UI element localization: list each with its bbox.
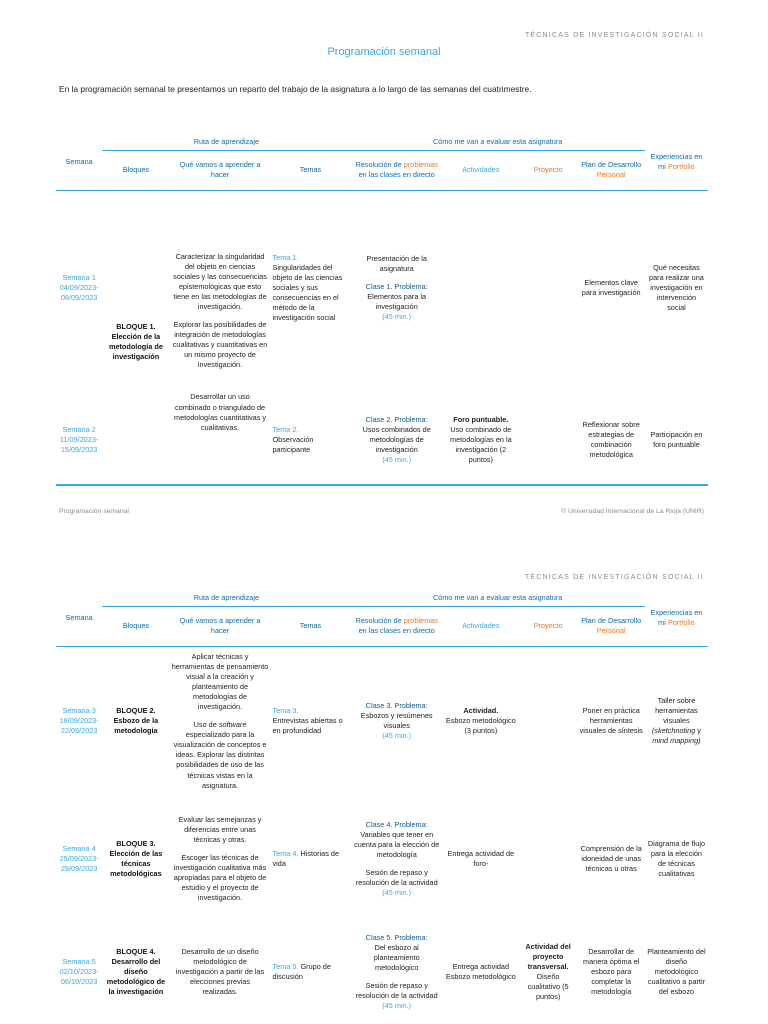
week-cell: Semana 5 02/10/2023-06/10/2023 [59,956,99,987]
aprender-cell: Desarrollo de un diseño metodológico de investigación a partir de las elecciones previas realizadas. [175,946,265,997]
header-resolucion: Resolución de problemas en las clases en directo [350,606,443,646]
table-row [56,796,708,922]
portfolio-cell: Participación en foro puntuable [650,429,703,449]
header-temas: Temas [271,606,351,646]
header-que-vamos: Qué vamos a aprender a hacer [170,606,271,646]
header-bloques: Bloques [102,150,169,190]
plan-cell: Elementos clave para investigación [581,278,641,298]
header-actividades: Actividades [443,150,519,190]
week-cell: Semana 4 25/09/2023-29/09/2023 [59,843,99,874]
header-proyecto: Proyecto [519,150,578,190]
portfolio-cell: Diagrama de flujo para la elección de técnicas cualitativas [647,838,706,879]
table-row [56,190,708,386]
footer-divider [56,484,708,486]
actividades-cell: Entrega actividad Esbozo metodológico [445,961,516,981]
proyecto-cell: Actividad del proyecto transversal. Diseño cualitativo (5 puntos) [525,941,571,1002]
header-plan: Plan de Desarrollo Personal [578,606,645,646]
running-head: TÉCNICAS DE INVESTIGACIÓN SOCIAL II [524,32,704,39]
proyecto-cell [519,190,578,386]
header-experiencias: Experiencias en mi Portfolio [645,134,708,190]
proyecto-cell [519,646,578,796]
block-label: BLOQUE 1. Elección de la metodología de investigación [108,322,163,362]
resolucion-cell: Presentación de la asignatura Clase 1. Problema: Elementos para la investigación (45 min.) [365,254,428,322]
week-cell: Semana 2 11/09/2023-15/09/2023 [59,424,99,455]
plan-cell: Reflexionar sobre estrategias de combinación metodológica [582,419,640,460]
actividades-cell: Entrega actividad de foro- [447,848,515,868]
proyecto-cell [519,796,578,922]
header-bloques: Bloques [102,606,169,646]
aprender-cell: Aplicar técnicas y herramientas de pensamiento visual a la creación y planteamiento de metodologías de investigación. Uso de software especializado para la visualización de conceptos e ideas. Explorar las distintas posibilidades de uso de las técnicas vistas en la asignatura. [171,651,269,790]
resolucion-cell: Clase 3. Problema: Esbozos y resúmenes visuales (45 min.) [360,701,433,741]
resolucion-cell: Clase 2. Problema: Usos combinados de metodologías de investigación (45 min.) [362,414,431,465]
header-semana: Semana [56,134,102,190]
actividades-cell: Foro puntuable. Uso combinado de metodologías en la investigación (2 puntos) [449,414,512,465]
resolucion-cell: Clase 5. Problema: Del esbozo al planteamiento metodológico Sesión de repaso y resolución de la actividad (45 min.) [355,932,438,1011]
footer-right: © Universidad Internacional de La Rioja (UNIR) [561,508,704,515]
tema-cell: Tema 2. Observación participante [272,424,314,455]
week-cell: Semana 3 18/09/2023-22/09/2023 [59,706,99,736]
actividades-cell: Actividad. Esbozo metodológico (3 puntos) [445,706,516,736]
header-actividades: Actividades [443,606,519,646]
schedule-table-page1 [56,134,708,494]
table-row [56,922,708,1022]
schedule-table-page2 [56,590,708,1022]
proyecto-cell [519,386,578,494]
table-row [56,646,708,796]
block-label: BLOQUE 3. Elección de las técnicas metodológicas [109,838,163,879]
plan-cell: Poner en práctica herramientas visuales de síntesis [579,706,643,736]
actividades-cell [443,190,519,386]
portfolio-cell: Qué necesitas para realizar una investigación en intervención social [649,263,704,313]
intro-paragraph: En la programación semanal te presentamos un reparto del trabajo de la asignatura a lo largo de las semanas del cuatrimestre. [59,84,532,94]
portfolio-cell: Taller sobre herramientas visuales (sketchnoting y mind mapping) [651,696,701,746]
header-plan: Plan de Desarrollo Personal [578,150,645,190]
header-que-vamos: Qué vamos a aprender a hacer [170,150,271,190]
page-title: Programación semanal [327,46,441,58]
tema-cell: Tema 5. Grupo de discusión [272,961,331,981]
resolucion-cell: Clase 4. Problema: Variables que tener en cuenta para la elección de metodología Sesión de repaso y resolución de la actividad (45 min.) [354,819,440,898]
portfolio-cell: Planteamiento del diseño metodológico cualitativo a partir del esbozo [647,946,706,997]
header-ruta-aprendizaje: Ruta de aprendizaje [102,590,350,606]
week-cell: Semana 1 04/09/2023-08/09/2023 [59,273,99,303]
header-proyecto: Proyecto [519,606,578,646]
running-head-page2: TÉCNICAS DE INVESTIGACIÓN SOCIAL II [524,574,704,581]
header-resolucion: Resolución de problemas en las clases en directo [350,150,443,190]
block-label: BLOQUE 2. Esbozo de la metodología [113,706,159,736]
aprender-cell: Evaluar las semejanzas y diferencias entre unas técnicas y otras. Escoger las técnicas de investigación cualitativa más apropiadas para el objeto de estudio y el proyecto de investigación. [173,814,267,903]
tema-cell: Tema 3. Entrevistas abiertas o en profundidad [272,706,343,736]
aprender-cell: Caracterizar la singularidad del objeto en ciencias sociales y las consecuencias epistemológicas que esto tiene en las metodologías de investigación. Explorar las posibilidades de integración de metodologías cualitativas y cuantitativas en un mismo proyecto de investigación. Desarrollar un uso combinado o triangulado de metodologías cuantitativas y cualitativas. [172,251,268,432]
plan-cell: Comprensión de la idoneidad de unas técnicas u otras [580,843,642,874]
block-label: BLOQUE 4. Desarrollo del diseño metodológico de la investigación [106,946,166,997]
header-como-evaluar: Cómo me van a evaluar esta asignatura [350,134,644,150]
header-ruta-aprendizaje: Ruta de aprendizaje [102,134,350,150]
header-semana: Semana [56,590,102,646]
header-experiencias: Experiencias en mi Portfolio [645,590,708,646]
tema-cell: Tema 1. Singularidades del objeto de las ciencias sociales y sus consecuencias en el método de la investigación social [272,253,343,323]
header-temas: Temas [271,150,351,190]
plan-cell: Desarrollar de manera óptima el esbozo para completar la metodología [583,946,640,997]
tema-cell: Tema 4. Historias de vida [272,848,340,868]
header-como-evaluar: Cómo me van a evaluar esta asignatura [350,590,644,606]
footer-left: Programación semanal [59,508,129,515]
